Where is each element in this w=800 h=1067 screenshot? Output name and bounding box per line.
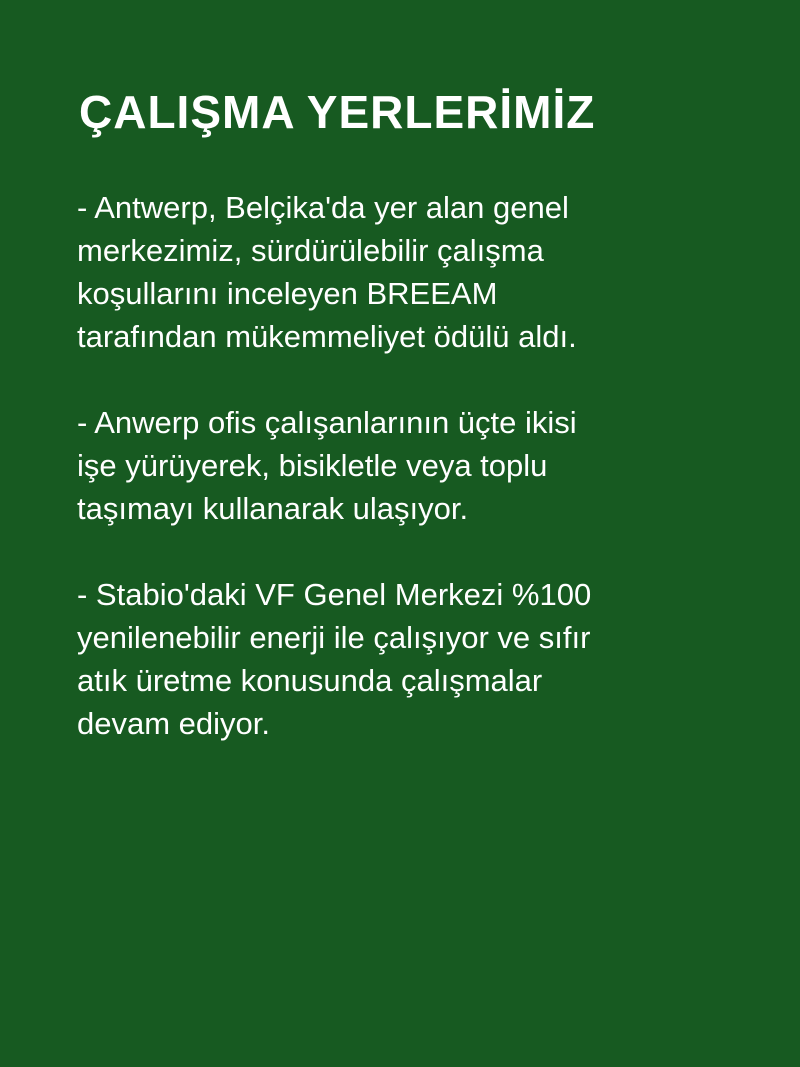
paragraph-renewable-energy: - Stabio'daki VF Genel Merkezi %100 yenilenebilir enerji ile çalışıyor ve sıfır atık üretme konusunda çalışmalar devam ediyor. — [77, 577, 592, 741]
page-title: ÇALIŞMA YERLERİMİZ — [79, 86, 596, 138]
paragraph-commute: - Anwerp ofis çalışanlarının üçte ikisi işe yürüyerek, bisikletle veya toplu taşımayı kullanarak ulaşıyor. — [77, 405, 577, 526]
paragraph-headquarters-award: - Antwerp, Belçika'da yer alan genel merkezimiz, sürdürülebilir çalışma koşullarını inceleyen BREEAM tarafından mükemmeliyet ödülü aldı. — [77, 190, 577, 354]
